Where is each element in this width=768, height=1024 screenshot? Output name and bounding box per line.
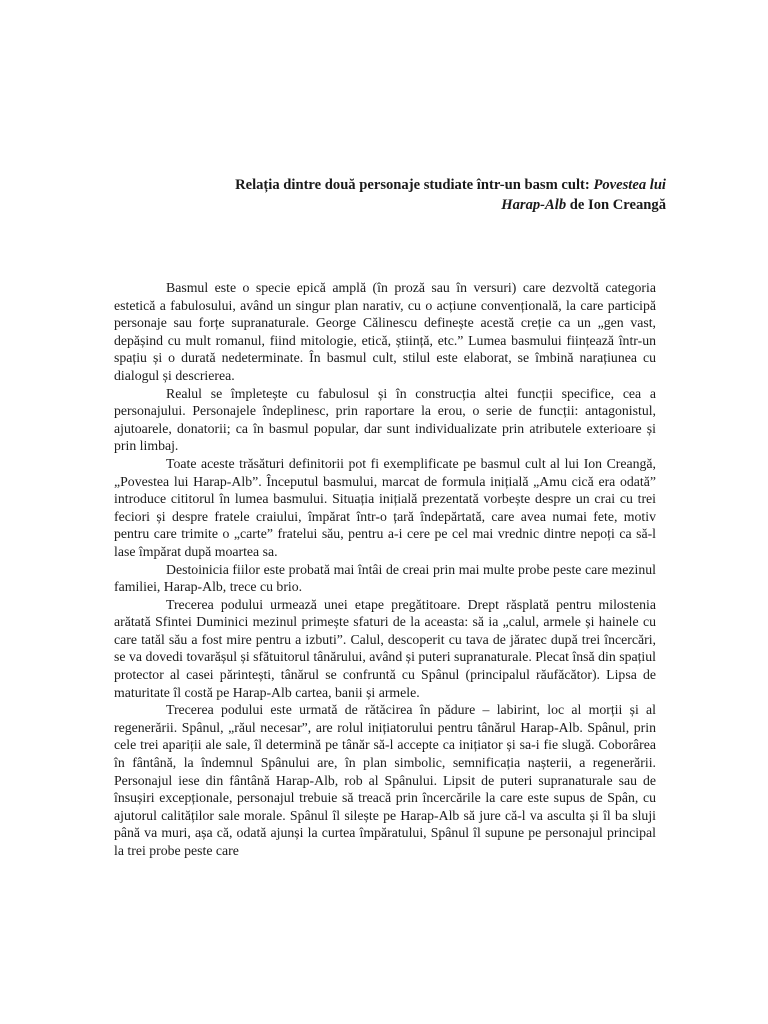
title-line1-bold: Relația dintre două personaje studiate într-un basm cult: — [235, 177, 594, 193]
document-body — [114, 279, 656, 860]
title-line2-italic: Harap-Alb — [501, 197, 567, 213]
paragraph: Realul se împletește cu fabulosul și în construcția altei funcții specifice, cea a personajului. Personajele îndeplinesc, prin raportare la erou, o serie de funcții: antagonistul, ajutoarele, donatorii; ca în basmul popular, dar sunt individualizate prin atributele exterioare și prin limbaj. — [114, 385, 656, 454]
document-title — [160, 175, 666, 215]
paragraph: Trecerea podului este urmată de rătăcirea în pădure – labirint, loc al morții și al regenerării. Spânul, „răul necesar”, are rolul inițiatorului pentru tânărul Harap-Alb. Spânul, prin cele trei apariții ale sale, îl determină pe tânăr să-l accepte ca inițiator și sa-i fie slugă. Coborârea în fântână, la îndemnul Spânului are, în plan simbolic, semnificația nașterii, a regenerării. Personajul iese din fântână Harap-Alb, rob al Spânului. Lipsit de puteri supranaturale sau de însușiri excepționale, personajul trebuie să treacă prin încercările la care este supus de Spân, cu ajutorul calităților sale morale. Spânul îl silește pe Harap-Alb să jure că-l va asculta și îl ba sluji până va muri, așa că, odată ajunși la curtea împăratului, Spânul îl supune pe personajul principal la trei probe peste care — [114, 702, 656, 858]
paragraph: Basmul este o specie epică amplă (în proză sau în versuri) care dezvoltă categoria estetică a fabulosului, având un singur plan narativ, cu o acțiune convențională, la care participă personaje sau forțe supranaturale. George Călinescu definește acestă creție ca un „gen vast, depășind cu mult romanul, fiind mitologie, etică, știință, etc.” Lumea basmului ființează într-un spațiu și o durată nedeterminate. În basmul cult, stilul este elaborat, se îmbină narațiunea cu dialogul și descrierea. — [114, 280, 656, 383]
paragraph: Toate aceste trăsături definitorii pot fi exemplificate pe basmul cult al lui Ion Creangă, „Povestea lui Harap-Alb”. Începutul basmului, marcat de formula inițială „Amu cică era odată” introduce cititorul în lumea basmului. Situația inițială prezentată vorbește despre un crai cu trei feciori și despre fratele craiului, împărat într-o țară îndepărtată, care avea numai fete, motiv pentru care trimite o „carte” fratelui său, pentru a-i cere pe cel mai vrednic dintre nepoți ca să-l lase împărat după moartea sa. — [114, 455, 656, 559]
paragraph: Trecerea podului urmează unei etape pregătitoare. Drept răsplată pentru milostenia arătată Sfintei Duminici mezinul primește sfaturi de la aceasta: să ia „calul, armele și hainele cu care tatăl său a fost mire pentru a izbuti”. Calul, descoperit cu tava de jăratec după trei încercări, se va dovedi tovarășul și sfătuitorul tânărului, având și puteri supranaturale. Plecat însă din spațiul protector al casei părintești, tânărul se confruntă cu Spânul (principalul răufăcător). Lipsa de maturitate îl costă pe Harap-Alb cartea, banii și armele. — [114, 596, 656, 700]
paragraph: Destoinicia fiilor este probată mai întâi de creai prin mai multe probe peste care mezinul familiei, Harap-Alb, trece cu brio. — [114, 561, 656, 595]
title-line2-bold: de Ion Creangă — [566, 197, 666, 213]
title-line1-italic: Povestea lui — [593, 177, 666, 193]
